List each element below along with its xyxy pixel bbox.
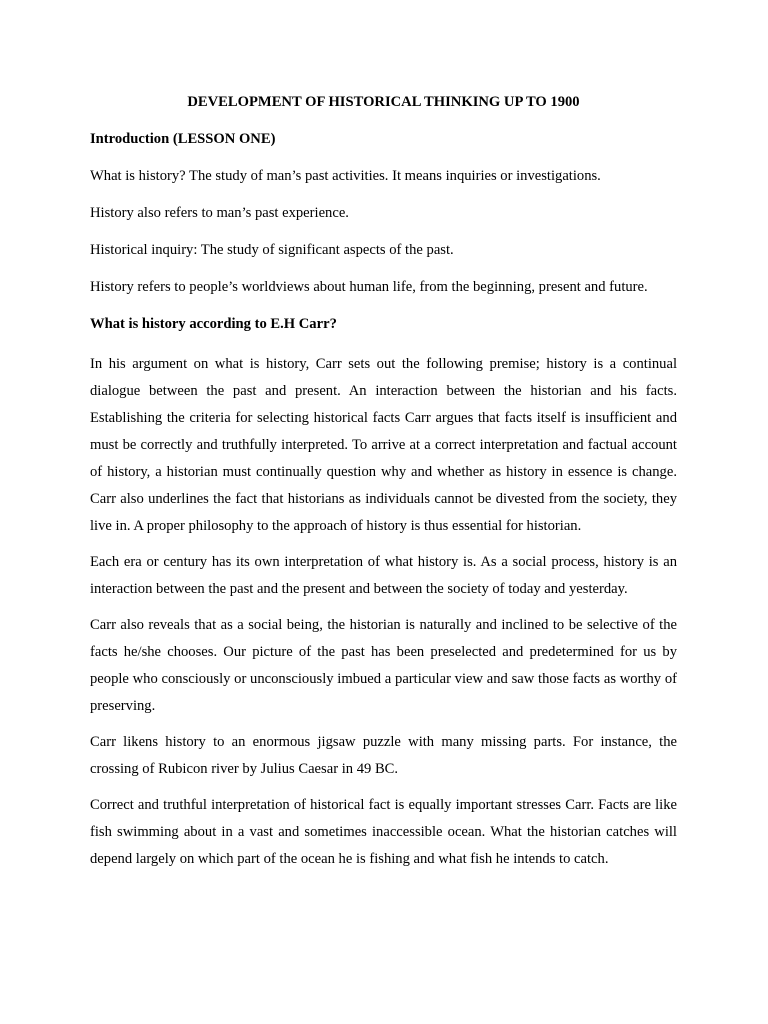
intro-heading: Introduction (LESSON ONE) <box>90 131 276 147</box>
document-title: DEVELOPMENT OF HISTORICAL THINKING UP TO 1900 <box>187 94 580 110</box>
paragraph-era-interpretation: Each era or century has its own interpretation of what history is. As a social process, history is an interaction between the past and the present and between the society of today and yesterday. <box>90 554 677 597</box>
document-page <box>90 92 677 873</box>
paragraph-jigsaw-puzzle: Carr likens history to an enormous jigsaw puzzle with many missing parts. For instance, the crossing of Rubicon river by Julius Caesar in 49 BC. <box>90 734 677 777</box>
paragraph-selective-historian: Carr also reveals that as a social being, the historian is naturally and inclined to be selective of the facts he/she chooses. Our picture of the past has been preselected and predetermined for us by people who consciously or unconsciously imbued a particular view and saw those facts as worthy of preserving. <box>90 617 677 714</box>
intro-line-4: History refers to people’s worldviews about human life, from the beginning, present and future. <box>90 279 648 295</box>
paragraph-carr-premise: In his argument on what is history, Carr sets out the following premise; history is a continual dialogue between the past and present. An interaction between the historian and his facts. Establishing the criteria for selecting historical facts Carr argues that facts itself is insufficient and must be correctly and truthfully interpreted. To arrive at a correct interpretation and factual account of history, a historian must continually question why and whether as history in essence is change. Carr also underlines the fact that historians as individuals cannot be divested from the society, they live in. A proper philosophy to the approach of history is thus essential for historian. <box>90 356 677 534</box>
paragraph-fish-ocean: Correct and truthful interpretation of historical fact is equally important stresses Carr. Facts are like fish swimming about in a vast and sometimes inaccessible ocean. What the historian catches will depend largely on which part of the ocean he is fishing and what fish he intends to catch. <box>90 797 677 867</box>
intro-line-2: History also refers to man’s past experience. <box>90 205 349 221</box>
intro-line-1: What is history? The study of man’s past activities. It means inquiries or investigations. <box>90 168 601 184</box>
intro-line-3: Historical inquiry: The study of significant aspects of the past. <box>90 242 454 258</box>
carr-heading: What is history according to E.H Carr? <box>90 316 337 332</box>
